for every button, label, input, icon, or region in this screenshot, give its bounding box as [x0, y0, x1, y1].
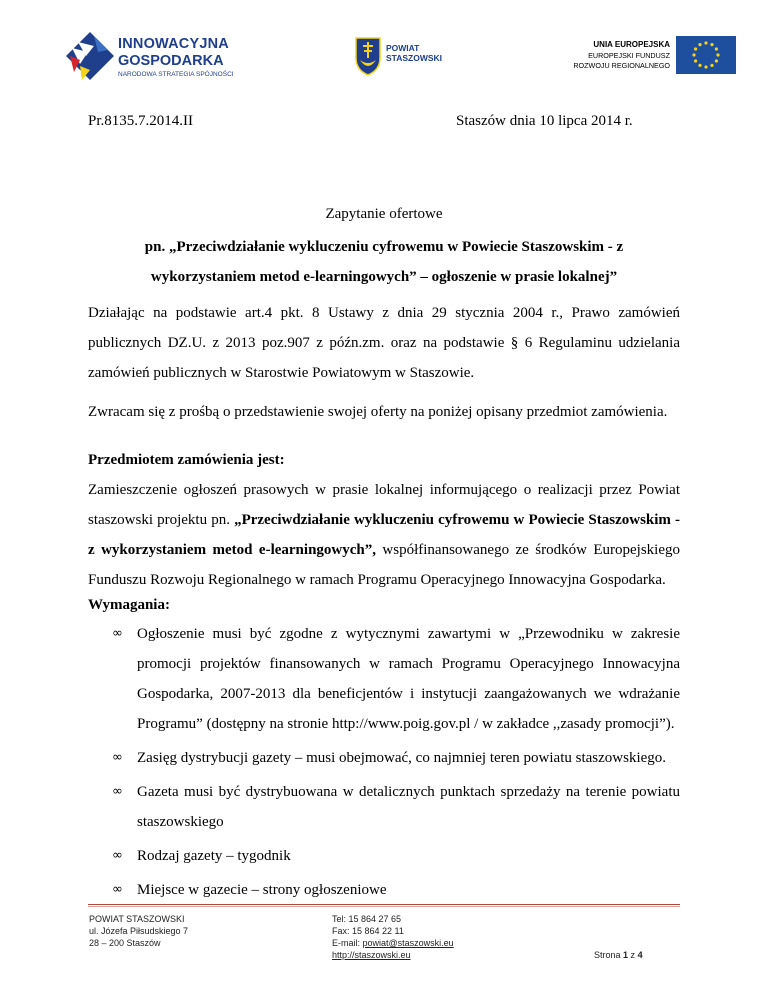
eu-line1: UNIA EUROPEJSKA: [593, 40, 670, 49]
eu-line2: EUROPEJSKI FUNDUSZ: [588, 51, 670, 60]
footer-fax: Fax: 15 864 22 11: [332, 926, 404, 936]
footer-email-label: E-mail:: [332, 938, 363, 948]
document-title: Zapytanie ofertowe: [325, 206, 443, 222]
request-paragraph: Zwracam się z prośbą o przedstawienie swojej oferty na poniżej opisany przedmiot zamówienia.: [88, 404, 668, 420]
eu-line3: ROZWOJU REGIONALNEGO: [573, 61, 670, 70]
footer-divider-secondary: [88, 906, 680, 907]
requirement-text: Zasięg dystrybucji gazety – musi obejmować, co najmniej teren powiatu staszowskiego.: [137, 750, 667, 766]
requirement-text: Miejsce w gazecie – strony ogłoszeniowe: [137, 882, 387, 898]
logo-unia-europejska: [556, 36, 736, 76]
page-current: 1: [623, 950, 629, 960]
requirements-heading: Wymagania:: [88, 597, 170, 613]
ig-line2: GOSPODARKA: [118, 53, 224, 69]
document-reference: Pr.8135.7.2014.II: [88, 113, 193, 129]
list-item: [112, 875, 680, 905]
legal-basis-paragraph: Działając na podstawie art.4 pkt. 8 Ustawy z dnia 29 stycznia 2004 r., Prawo zamówień publicznych DZ.U. z 2013 poz.907 z późn.zm. oraz na podstawie § 6 Regulaminu udzielania zamówień publicznych w Starostwie Powiatowym w Staszowie.: [88, 305, 680, 381]
powiat-line2: STASZOWSKI: [386, 53, 443, 63]
subject-paragraph: [88, 475, 680, 595]
footer-tel: Tel: 15 864 27 65: [332, 914, 402, 924]
footer-city: 28 – 200 Staszów: [89, 938, 161, 948]
subject-heading: Przedmiotem zamówienia jest:: [88, 452, 285, 468]
subject-text-b: współfinansowanego ze środków Europejskiego Funduszu Rozwoju Regionalnego w ramach Programu Operacyjnego Innowacyjna Gospodarka.: [88, 542, 680, 588]
requirement-text: Rodzaj gazety – tygodnik: [137, 848, 291, 864]
ig-line3: NARODOWA STRATEGIA SPÓJNOŚCI: [118, 71, 234, 78]
footer-contact: [332, 913, 454, 961]
page-total: 4: [637, 950, 643, 960]
list-item: [112, 619, 680, 739]
document-subtitle: pn. „Przeciwdziałanie wykluczeniu cyfrowemu w Powiecie Staszowskim - z wykorzystaniem metod e-learningowych” – ogłoszenie w prasie lokalnej”: [144, 239, 624, 285]
logo-innowacyjna-gospodarka: [64, 30, 254, 82]
bullet-icon: ∞: [112, 626, 123, 641]
footer-email-link[interactable]: powiat@staszowski.eu: [362, 938, 454, 948]
eu-flag-icon: [676, 36, 736, 74]
place-date: Staszów dnia 10 lipca 2014 r.: [456, 113, 633, 129]
page-number: [594, 949, 643, 961]
requirements-list: [112, 619, 680, 909]
subject-text-a: Zamieszczenie ogłoszeń prasowych w prasie lokalnej informującego o realizacji przez Powiat staszowski projektu pn.: [88, 482, 680, 528]
bullet-icon: ∞: [112, 882, 123, 897]
ig-line1: INNOWACYJNA: [118, 36, 229, 52]
footer-address: [89, 913, 188, 949]
footer-website-link[interactable]: http://staszowski.eu: [332, 950, 411, 960]
requirement-text: Gazeta musi być dystrybuowana w detalicznych punktach sprzedaży na terenie powiatu staszowskiego: [137, 784, 680, 830]
bullet-icon: ∞: [112, 848, 123, 863]
page-label: Strona: [594, 950, 624, 960]
requirement-text: Ogłoszenie musi być zgodne z wytycznymi zawartymi w „Przewodniku w zakresie promocji projektów finansowanych w ramach Programu Operacyjnego Innowacyjna Gospodarka, 2007-2013 dla beneficjentów i instytucji zaangażowanych we wdrażanie Programu” (dostępny na stronie http://www.poig.gov.pl / w zakładce ,,zasady promocji”).: [137, 626, 680, 732]
list-item: [112, 743, 680, 773]
footer-divider: [88, 904, 680, 905]
coat-of-arms-icon: [354, 36, 382, 76]
page-sep: z: [628, 950, 638, 960]
list-item: [112, 777, 680, 837]
footer-street: ul. Józefa Piłsudskiego 7: [89, 926, 189, 936]
footer-email-line: [332, 937, 454, 949]
logo-powiat-staszowski: [354, 36, 464, 76]
ig-emblem-icon: [64, 30, 116, 82]
powiat-logo-text: [386, 43, 442, 63]
project-name: „Przeciwdziałanie wykluczeniu cyfrowemu w Powiecie Staszowskim - z wykorzystaniem metod e-learningowych”,: [88, 512, 681, 558]
bullet-icon: ∞: [112, 750, 123, 765]
footer-website-line: [332, 949, 454, 961]
powiat-line1: POWIAT: [386, 43, 420, 53]
bullet-icon: ∞: [112, 784, 123, 799]
list-item: [112, 841, 680, 871]
footer-org: POWIAT STASZOWSKI: [89, 914, 185, 924]
